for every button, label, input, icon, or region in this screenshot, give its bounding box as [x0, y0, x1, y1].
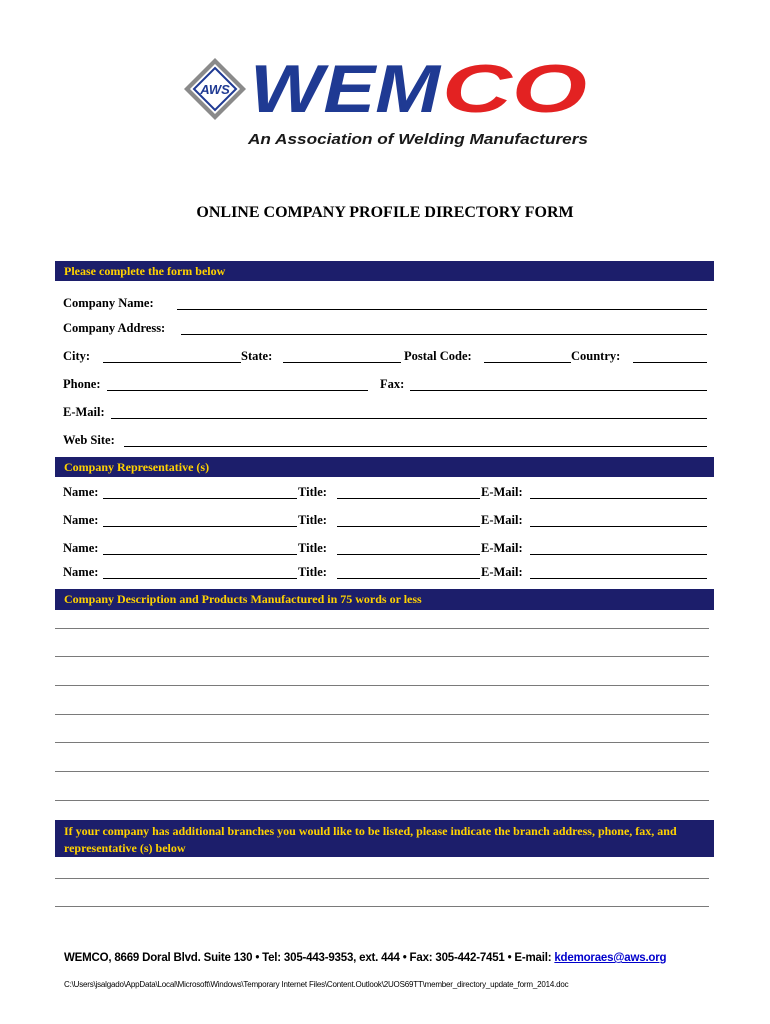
rep-title-field[interactable] [337, 554, 480, 555]
section-description-label: Company Description and Products Manufactured in 75 words or less [64, 592, 422, 606]
rep-email-field[interactable] [530, 498, 707, 499]
brand-wem: WEM [250, 52, 442, 127]
description-line[interactable] [55, 771, 709, 772]
city-field[interactable] [103, 362, 241, 363]
description-line[interactable] [55, 656, 709, 657]
section-representatives-label: Company Representative (s) [64, 460, 210, 474]
rep-name-field[interactable] [103, 554, 297, 555]
phone-label: Phone: [63, 377, 101, 391]
rep-title-field[interactable] [337, 578, 480, 579]
location-row [63, 349, 707, 365]
description-line[interactable] [55, 742, 709, 743]
section-intro-label: Please complete the form below [64, 264, 226, 278]
footer-contact-text: WEMCO, 8669 Doral Blvd. Suite 130 • Tel: 305-443-9353, ext. 444 • Fax: 305-442-7451 • E-mail: [64, 952, 555, 964]
rep-email-label: E-Mail: [481, 541, 523, 555]
company-name-row [63, 296, 707, 312]
fax-field[interactable] [410, 390, 707, 391]
representative-row [63, 485, 707, 501]
rep-title-label: Title: [298, 513, 327, 527]
description-line[interactable] [55, 628, 709, 629]
postal-code-label: Postal Code: [404, 349, 472, 363]
company-name-label: Company Name: [63, 296, 154, 310]
rep-email-field[interactable] [530, 554, 707, 555]
email-field[interactable] [111, 418, 707, 419]
state-field[interactable] [283, 362, 401, 363]
rep-email-label: E-Mail: [481, 485, 523, 499]
wemco-logo [180, 52, 590, 152]
country-label: Country: [571, 349, 621, 363]
website-label: Web Site: [63, 433, 115, 447]
rep-name-label: Name: [63, 513, 99, 527]
aws-diamond-icon [184, 58, 246, 120]
rep-name-label: Name: [63, 565, 99, 579]
email-label: E-Mail: [63, 405, 105, 419]
footer-contact [64, 952, 666, 964]
email-row [63, 405, 707, 421]
branch-line[interactable] [55, 878, 709, 879]
phone-field[interactable] [107, 390, 368, 391]
rep-email-label: E-Mail: [481, 565, 523, 579]
page-title: ONLINE COMPANY PROFILE DIRECTORY FORM [196, 204, 574, 221]
rep-title-label: Title: [298, 541, 327, 555]
brand-co: CO [442, 52, 587, 127]
company-address-field[interactable] [181, 334, 707, 335]
rep-name-field[interactable] [103, 578, 297, 579]
company-name-field[interactable] [177, 309, 707, 310]
phone-fax-row [63, 377, 707, 393]
website-row [63, 433, 707, 449]
aws-badge-text: AWS [200, 82, 230, 97]
company-address-label: Company Address: [63, 321, 166, 335]
rep-title-field[interactable] [337, 498, 480, 499]
section-branches-band [55, 820, 714, 857]
section-description-band [55, 589, 714, 610]
rep-title-label: Title: [298, 485, 327, 499]
fax-label: Fax: [380, 377, 405, 391]
brand-tagline: An Association of Welding Manufacturers [246, 131, 588, 148]
rep-title-field[interactable] [337, 526, 480, 527]
postal-code-field[interactable] [484, 362, 571, 363]
rep-email-label: E-Mail: [481, 513, 523, 527]
description-line[interactable] [55, 714, 709, 715]
representative-row [63, 513, 707, 529]
rep-name-field[interactable] [103, 526, 297, 527]
city-label: City: [63, 349, 91, 363]
section-branches-label: If your company has additional branches you would like to be listed, please indicate the branch address, phone, fax, and representative (s) below [64, 824, 677, 855]
section-intro-band [55, 261, 714, 281]
section-representatives-band [55, 457, 714, 477]
rep-name-label: Name: [63, 541, 99, 555]
state-label: State: [241, 349, 273, 363]
company-address-row [63, 321, 707, 337]
branch-line[interactable] [55, 906, 709, 907]
rep-name-label: Name: [63, 485, 99, 499]
footer-email-link[interactable]: kdemoraes@aws.org [554, 952, 667, 964]
rep-email-field[interactable] [530, 526, 707, 527]
description-line[interactable] [55, 800, 709, 801]
rep-name-field[interactable] [103, 498, 297, 499]
rep-email-field[interactable] [530, 578, 707, 579]
representative-row [63, 565, 707, 581]
rep-title-label: Title: [298, 565, 327, 579]
website-field[interactable] [124, 446, 707, 447]
description-line[interactable] [55, 685, 709, 686]
representative-row [63, 541, 707, 557]
country-field[interactable] [633, 362, 707, 363]
footer-file-path: C:\Users\jsalgado\AppData\Local\Microsoft\Windows\Temporary Internet Files\Content.Outlook\2UOS69TT\member_directory_update_form_2014.doc [64, 980, 569, 989]
